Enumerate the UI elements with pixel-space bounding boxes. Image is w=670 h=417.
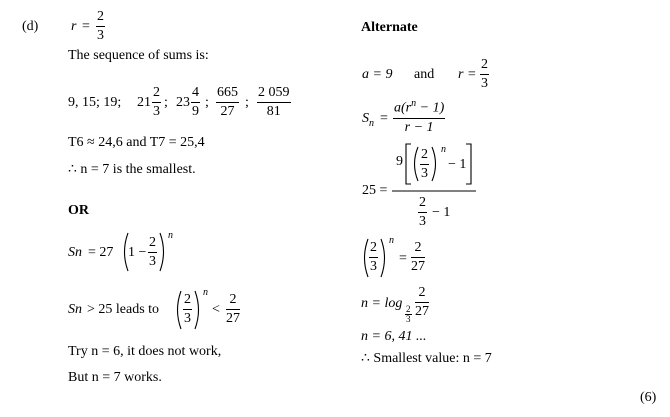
part-label: (d) [22,19,39,34]
sequence-heading: The sequence of sums is: [68,48,209,63]
power-rhs-fraction: $\frac{2}{27}$ [411,240,425,274]
try-n-6: Try n = 6, it does not work, [68,344,222,359]
sn-formula-lhs: Sn [68,245,82,260]
sn-fraction: $\frac{2}{3}$ [149,235,156,269]
sequence-separator: ; [164,95,168,110]
log-expression-lhs: n = log [361,296,403,311]
sum-formula-equals: = [380,111,388,126]
equation-25-denominator-minus: − 1 [432,205,451,220]
terms-approximation: T6 ≈ 24,6 and T7 = 25,4 [68,135,205,150]
ratio-fraction-right: $\frac{2}{3}$ [481,57,488,91]
ratio-denominator: 3 [97,28,104,43]
ratio-variable: r [71,19,77,34]
right-paren-icon [193,290,203,330]
right-paren-icon [158,232,168,272]
ratio-fraction [96,10,105,43]
equation-25-exponent: n [441,144,446,155]
ratio-equals-right: r = [458,67,477,82]
sequence-t7-fraction: $\frac{2 059}{81}$ [258,85,290,119]
ratio-equals: = [82,19,90,34]
n-7-works: But n = 7 works. [68,370,162,385]
inequality-lhs: Sn [68,302,82,317]
sum-formula-fraction: $\frac{a(r^n - 1)}{r - 1}$ [394,98,445,135]
marks-allocation: (6) [640,390,657,405]
equation-25-lhs: 25 = [362,183,388,198]
sequence-separator: ; [245,95,249,110]
power-base-fraction: $\frac{2}{3}$ [370,240,377,274]
right-conclusion: ∴ Smallest value: n = 7 [361,351,492,366]
first-term: a = 9 [362,67,393,82]
n-value: n = 6, 41 ... [361,329,427,344]
left-paren-icon [410,146,420,182]
inequality-rhs-fraction: $\frac{2}{27}$ [226,292,240,326]
right-paren-icon [430,146,440,182]
sum-formula-lhs: $S_n$ [362,111,374,129]
sequence-terms-plain: 9, 15; 19; [68,95,122,110]
left-conclusion: ∴ n = 7 is the smallest. [68,162,196,177]
ratio-numerator: 2 [96,10,105,27]
alternate-heading: Alternate [361,20,418,35]
log-base-fraction: $\frac{2}{3}$ [406,304,411,324]
sequence-t4-fraction: $\frac{2}{3}$ [153,85,160,119]
sn-exponent: n [168,230,173,241]
inequality-text: > 25 leads to [87,302,160,317]
inequality-exponent: n [203,287,208,298]
right-paren-icon [379,238,389,278]
power-equals: = [399,251,407,266]
or-label: OR [68,203,89,218]
inequality-less-than: < [212,302,220,317]
equation-25-denominator-fraction: $\frac{2}{3}$ [419,195,426,229]
left-paren-icon [173,290,183,330]
equation-25-base-fraction: $\frac{2}{3}$ [421,147,428,181]
and-word: and [414,67,435,82]
inequality-base-fraction: $\frac{2}{3}$ [184,292,191,326]
right-bracket-icon [465,143,473,185]
equation-25-nine: 9 [396,154,403,169]
sequence-t6-fraction: $\frac{665}{27}$ [217,85,238,119]
sequence-t4-whole: 21 [137,95,151,110]
sequence-separator: ; [205,95,209,110]
equation-25-minus-one: − 1 [448,157,467,172]
power-exponent: n [389,235,394,246]
sequence-t5-whole: 23 [176,95,190,110]
sequence-t5-fraction: $\frac{4}{9}$ [192,85,199,119]
log-argument-fraction: $\frac{2}{27}$ [415,285,429,319]
sn-one-minus: 1 − [128,245,147,260]
sn-formula-equals: = 27 [88,245,114,260]
equation-25-fraction-bar [392,190,476,192]
